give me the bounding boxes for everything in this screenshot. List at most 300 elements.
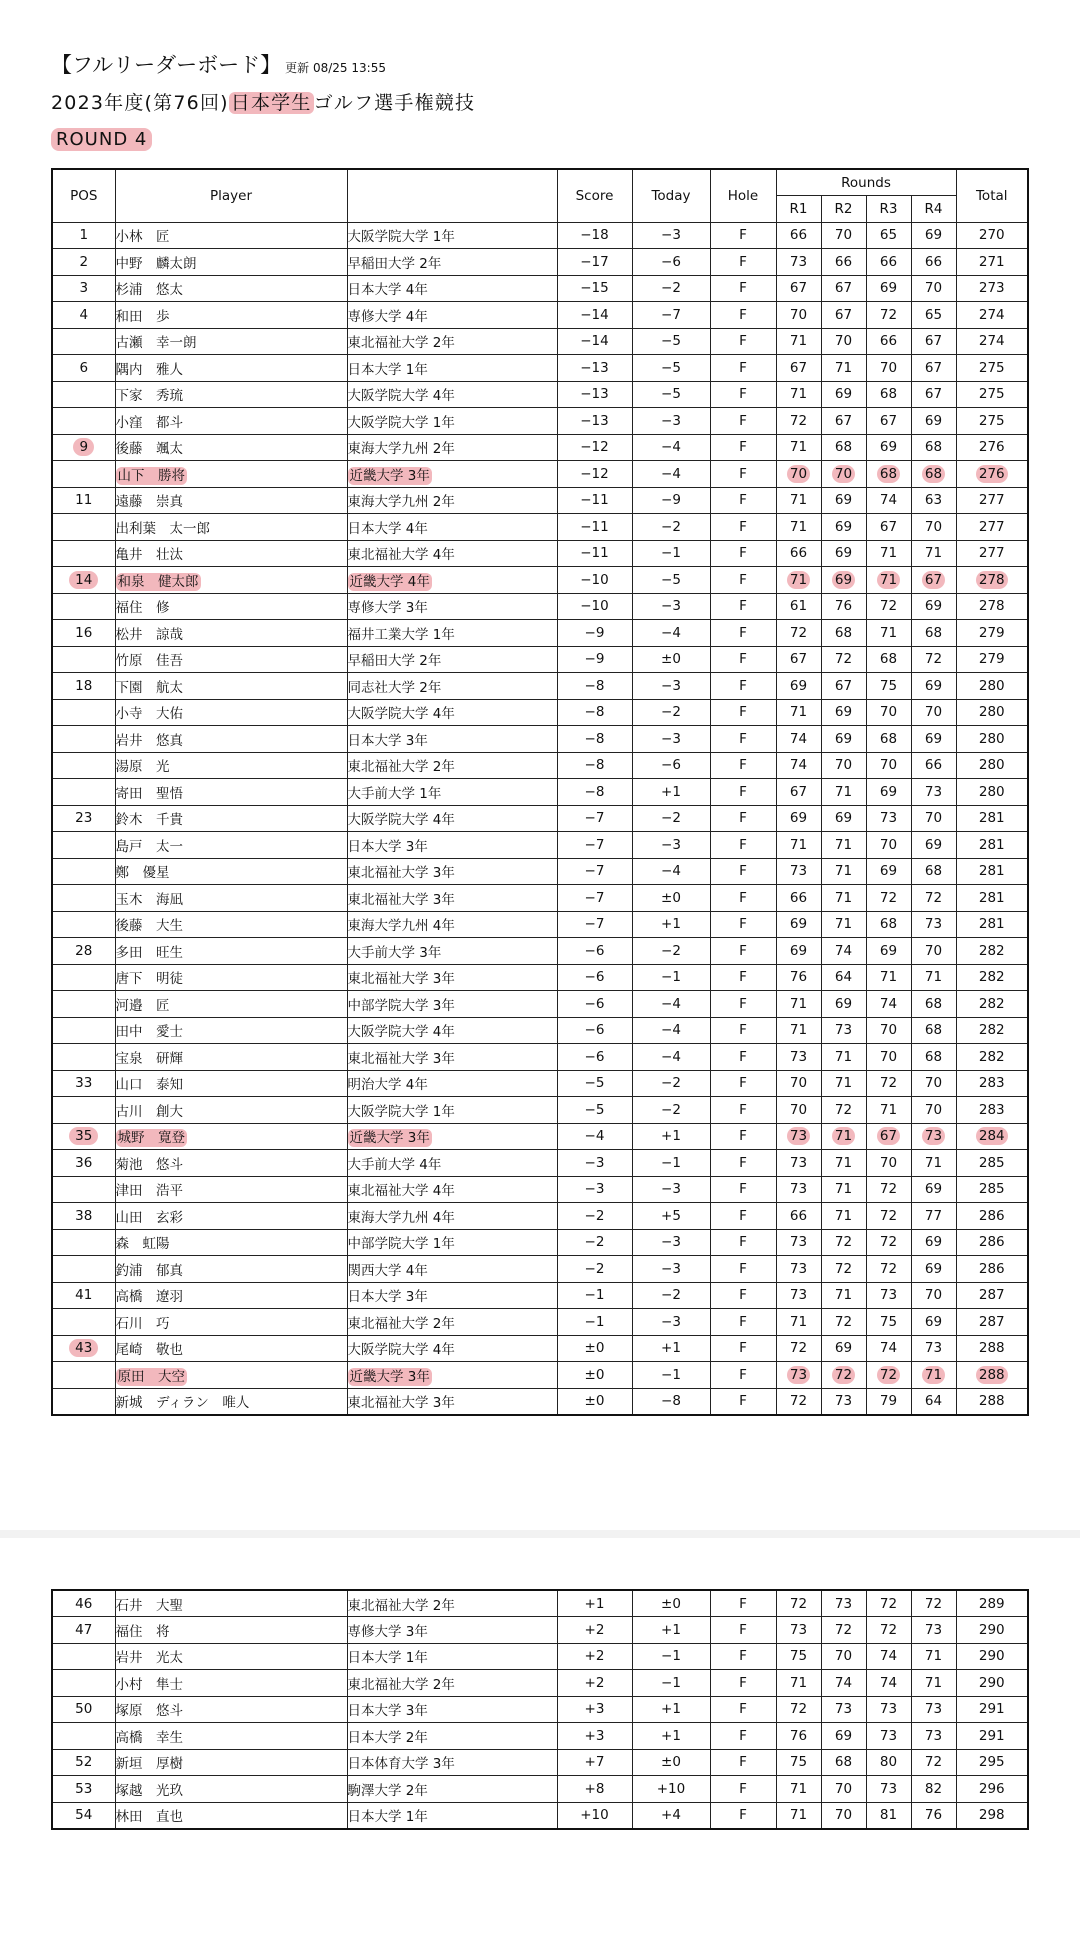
hole-text: F xyxy=(739,1393,747,1409)
hole-text: F xyxy=(739,227,747,244)
pos-cell xyxy=(52,1617,115,1644)
r4-cell xyxy=(911,408,956,435)
r2-cell xyxy=(821,1256,866,1283)
total-cell xyxy=(956,1123,1028,1150)
r3-text: 71 xyxy=(879,624,898,641)
total-text: 280 xyxy=(978,730,1005,747)
score-text: −4 xyxy=(584,1128,605,1145)
r4-text: 68 xyxy=(924,995,943,1012)
pos-text: 16 xyxy=(75,624,93,641)
player-name-cell xyxy=(115,514,347,541)
r2-text: 69 xyxy=(834,730,853,747)
r4-cell xyxy=(911,885,956,912)
r3-text: 74 xyxy=(879,1340,898,1357)
today-text: −4 xyxy=(661,995,681,1012)
table-row xyxy=(52,1097,1028,1124)
school-text: 日本大学 2年 xyxy=(347,1729,428,1746)
pos-cell xyxy=(52,1362,115,1389)
hole-text: F xyxy=(739,836,747,853)
r2-cell xyxy=(821,1776,866,1803)
r4-cell xyxy=(911,1044,956,1071)
hole-text: F xyxy=(739,1154,747,1171)
r1-cell xyxy=(776,275,821,302)
player-name-cell xyxy=(115,328,347,355)
r2-text: 69 xyxy=(834,1340,853,1357)
r1-text: 74 xyxy=(789,757,808,774)
table-row xyxy=(52,1590,1028,1617)
table-body xyxy=(52,222,1028,1415)
score-text: −12 xyxy=(580,465,609,482)
score-text: −6 xyxy=(584,942,605,959)
total-text: 286 xyxy=(978,1207,1005,1224)
school-text: 専修大学 3年 xyxy=(347,600,428,617)
r1-text: 72 xyxy=(789,624,808,641)
pos-cell xyxy=(52,1176,115,1203)
total-text: 278 xyxy=(976,571,1008,589)
hole-cell xyxy=(710,858,776,885)
total-cell xyxy=(956,911,1028,938)
r3-text: 72 xyxy=(879,1075,898,1092)
hole-text: F xyxy=(739,1075,747,1092)
pos-text: 28 xyxy=(75,942,93,959)
r2-text: 71 xyxy=(834,359,853,376)
total-text: 290 xyxy=(978,1648,1005,1665)
today-cell xyxy=(632,1097,710,1124)
school-text: 東北福祉大学 4年 xyxy=(347,547,455,564)
score-text: −1 xyxy=(584,1287,605,1304)
col-header-r2: R2 xyxy=(821,196,866,223)
hole-cell xyxy=(710,540,776,567)
total-text: 282 xyxy=(978,995,1005,1012)
r1-text: 71 xyxy=(789,836,808,853)
r1-text: 66 xyxy=(789,1207,808,1224)
player-name-cell xyxy=(115,620,347,647)
r4-text: 77 xyxy=(924,1207,943,1224)
r2-cell xyxy=(821,434,866,461)
pos-cell xyxy=(52,646,115,673)
score-cell xyxy=(557,1335,632,1362)
r2-cell xyxy=(821,779,866,806)
r3-text: 70 xyxy=(879,1154,898,1171)
r2-text: 71 xyxy=(834,1154,853,1171)
hole-text: F xyxy=(739,1780,747,1797)
r4-text: 67 xyxy=(924,359,943,376)
r2-cell xyxy=(821,408,866,435)
score-cell xyxy=(557,964,632,991)
r1-text: 71 xyxy=(789,1780,808,1797)
table-row xyxy=(52,434,1028,461)
today-text: +10 xyxy=(656,1780,686,1797)
r1-cell xyxy=(776,461,821,488)
school-cell xyxy=(347,1749,557,1776)
school-text: 日本大学 1年 xyxy=(347,361,428,378)
r3-cell xyxy=(866,302,911,329)
school-cell xyxy=(347,1723,557,1750)
player-name-text: 高橋 遼羽 xyxy=(115,1289,183,1306)
page-break xyxy=(0,1530,1080,1538)
today-text: −5 xyxy=(661,386,681,403)
school-cell xyxy=(347,381,557,408)
today-text: −7 xyxy=(661,306,681,323)
r2-cell xyxy=(821,1229,866,1256)
table-row xyxy=(52,1749,1028,1776)
r1-cell xyxy=(776,1176,821,1203)
player-name-cell xyxy=(115,222,347,249)
total-text: 278 xyxy=(978,598,1005,615)
total-cell xyxy=(956,1070,1028,1097)
r3-cell xyxy=(866,964,911,991)
pos-text: 52 xyxy=(75,1754,93,1771)
school-text: 専修大学 3年 xyxy=(347,1623,428,1640)
player-name-text: 岩井 悠真 xyxy=(115,732,183,749)
score-text: −10 xyxy=(580,571,609,588)
r1-cell xyxy=(776,1643,821,1670)
today-text: −3 xyxy=(661,227,681,244)
player-name-cell xyxy=(115,805,347,832)
player-name-text: 福住 修 xyxy=(115,600,170,617)
total-text: 270 xyxy=(978,227,1005,244)
player-name-cell xyxy=(115,1123,347,1150)
r2-cell xyxy=(821,858,866,885)
r2-text: 74 xyxy=(834,942,853,959)
score-text: −6 xyxy=(584,969,605,986)
r1-cell xyxy=(776,1335,821,1362)
r4-cell xyxy=(911,1123,956,1150)
hole-cell xyxy=(710,434,776,461)
player-name-cell xyxy=(115,938,347,965)
table-row xyxy=(52,1643,1028,1670)
today-cell xyxy=(632,540,710,567)
r2-cell xyxy=(821,752,866,779)
r1-text: 73 xyxy=(789,1260,808,1277)
player-name-cell xyxy=(115,964,347,991)
r1-text: 75 xyxy=(789,1648,808,1665)
player-name-text: 唐下 明徒 xyxy=(115,971,183,988)
table-row xyxy=(52,1256,1028,1283)
r2-cell xyxy=(821,620,866,647)
page-title: 【フルリーダーボード】 xyxy=(51,53,282,77)
score-cell xyxy=(557,805,632,832)
total-text: 281 xyxy=(978,836,1005,853)
r1-cell xyxy=(776,1229,821,1256)
today-text: −1 xyxy=(661,545,681,562)
today-cell xyxy=(632,1044,710,1071)
r4-text: 70 xyxy=(924,1287,943,1304)
school-cell xyxy=(347,699,557,726)
r2-cell xyxy=(821,1150,866,1177)
table-row xyxy=(52,752,1028,779)
score-text: −8 xyxy=(584,730,605,747)
r1-cell xyxy=(776,726,821,753)
total-cell xyxy=(956,593,1028,620)
r2-cell xyxy=(821,1123,866,1150)
school-text: 大阪学院大学 4年 xyxy=(347,1342,455,1359)
r4-text: 69 xyxy=(924,412,943,429)
school-text: 日本大学 3年 xyxy=(347,732,428,749)
player-name-text: 中野 麟太朗 xyxy=(115,255,197,272)
player-name-text: 和田 歩 xyxy=(115,308,170,325)
r3-cell xyxy=(866,858,911,885)
score-cell xyxy=(557,355,632,382)
score-text: −2 xyxy=(584,1260,605,1277)
updated-timestamp: 更新 08/25 13:55 xyxy=(285,61,386,75)
r1-cell xyxy=(776,1617,821,1644)
score-text: −7 xyxy=(584,836,605,853)
r2-cell xyxy=(821,646,866,673)
hole-text: F xyxy=(739,412,747,429)
r3-text: 72 xyxy=(877,1366,900,1384)
school-text: 東北福祉大学 2年 xyxy=(347,1315,455,1332)
r4-text: 69 xyxy=(924,1260,943,1277)
r1-text: 71 xyxy=(787,571,810,589)
score-cell xyxy=(557,1070,632,1097)
r4-text: 68 xyxy=(924,1022,943,1039)
pos-cell xyxy=(52,752,115,779)
total-cell xyxy=(956,1044,1028,1071)
r1-text: 73 xyxy=(789,1234,808,1251)
score-cell xyxy=(557,779,632,806)
player-name-cell xyxy=(115,1150,347,1177)
r2-cell xyxy=(821,1335,866,1362)
hole-cell xyxy=(710,275,776,302)
school-cell xyxy=(347,1590,557,1617)
player-name-cell xyxy=(115,1070,347,1097)
today-cell xyxy=(632,593,710,620)
hole-text: F xyxy=(739,1022,747,1039)
score-text: +3 xyxy=(584,1701,605,1718)
today-text: ±0 xyxy=(661,651,681,668)
score-cell xyxy=(557,832,632,859)
col-header-player: Player xyxy=(115,169,347,222)
player-name-text: 塚越 光玖 xyxy=(115,1782,183,1799)
score-cell xyxy=(557,646,632,673)
r4-text: 69 xyxy=(924,1234,943,1251)
r3-cell xyxy=(866,1282,911,1309)
r2-cell xyxy=(821,1670,866,1697)
table-row xyxy=(52,1723,1028,1750)
table-row xyxy=(52,1388,1028,1415)
r1-text: 61 xyxy=(789,598,808,615)
school-text: 専修大学 4年 xyxy=(347,308,428,325)
r3-cell xyxy=(866,1309,911,1336)
today-cell xyxy=(632,1176,710,1203)
hole-cell xyxy=(710,514,776,541)
r4-text: 73 xyxy=(924,1727,943,1744)
player-name-cell xyxy=(115,275,347,302)
pos-text: 2 xyxy=(79,253,89,270)
total-cell xyxy=(956,938,1028,965)
pos-cell xyxy=(52,1590,115,1617)
r3-cell xyxy=(866,1388,911,1415)
total-cell xyxy=(956,302,1028,329)
score-cell xyxy=(557,1097,632,1124)
r3-text: 72 xyxy=(879,889,898,906)
player-name-text: 岩井 光太 xyxy=(115,1650,183,1667)
hole-cell xyxy=(710,779,776,806)
today-text: −2 xyxy=(661,704,681,721)
today-cell xyxy=(632,779,710,806)
table-row xyxy=(52,514,1028,541)
school-cell xyxy=(347,1229,557,1256)
score-text: −2 xyxy=(584,1207,605,1224)
player-name-cell xyxy=(115,1696,347,1723)
r4-cell xyxy=(911,1335,956,1362)
player-name-text: 多田 旺生 xyxy=(115,944,183,961)
pos-cell xyxy=(52,779,115,806)
r3-cell xyxy=(866,726,911,753)
total-text: 287 xyxy=(978,1287,1005,1304)
score-text: −13 xyxy=(580,386,609,403)
player-name-text: 山下 勝将 xyxy=(117,467,185,484)
r4-text: 71 xyxy=(924,1648,943,1665)
total-cell xyxy=(956,1203,1028,1230)
r4-text: 73 xyxy=(924,1340,943,1357)
table-row xyxy=(52,540,1028,567)
player-name-text: 山口 泰知 xyxy=(115,1077,183,1094)
r3-text: 70 xyxy=(879,757,898,774)
pos-cell xyxy=(52,249,115,276)
today-text: −2 xyxy=(661,280,681,297)
hole-cell xyxy=(710,461,776,488)
r4-cell xyxy=(911,1282,956,1309)
score-cell xyxy=(557,302,632,329)
school-text: 東北福祉大学 2年 xyxy=(347,759,455,776)
r2-cell xyxy=(821,1696,866,1723)
table-row xyxy=(52,1229,1028,1256)
hole-text: F xyxy=(739,1128,747,1145)
player-name-cell xyxy=(115,249,347,276)
hole-cell xyxy=(710,1696,776,1723)
today-text: −5 xyxy=(661,571,681,588)
total-cell xyxy=(956,222,1028,249)
r4-cell xyxy=(911,1723,956,1750)
pos-text: 54 xyxy=(75,1807,93,1823)
r1-cell xyxy=(776,1203,821,1230)
score-cell xyxy=(557,249,632,276)
total-cell xyxy=(956,1335,1028,1362)
r4-text: 68 xyxy=(924,439,943,456)
pos-cell xyxy=(52,1670,115,1697)
r4-cell xyxy=(911,726,956,753)
total-cell xyxy=(956,1590,1028,1617)
page-title-line xyxy=(51,50,475,80)
score-cell xyxy=(557,1256,632,1283)
total-cell xyxy=(956,1309,1028,1336)
r4-text: 72 xyxy=(924,1595,943,1612)
pos-cell xyxy=(52,1802,115,1829)
r2-text: 68 xyxy=(834,439,853,456)
total-text: 282 xyxy=(978,1048,1005,1065)
player-name-cell xyxy=(115,593,347,620)
pos-cell xyxy=(52,726,115,753)
r3-cell xyxy=(866,1335,911,1362)
r4-cell xyxy=(911,1203,956,1230)
r4-text: 70 xyxy=(924,1101,943,1118)
total-cell xyxy=(956,1362,1028,1389)
total-text: 290 xyxy=(978,1621,1005,1638)
r3-cell xyxy=(866,381,911,408)
r2-text: 70 xyxy=(832,465,855,483)
score-cell xyxy=(557,1229,632,1256)
today-text: −4 xyxy=(661,1048,681,1065)
table-row xyxy=(52,1150,1028,1177)
school-text: 日本大学 3年 xyxy=(347,838,428,855)
pos-cell xyxy=(52,222,115,249)
r1-text: 73 xyxy=(789,1621,808,1638)
table-row xyxy=(52,1070,1028,1097)
hole-text: F xyxy=(739,704,747,721)
pos-cell xyxy=(52,487,115,514)
today-cell xyxy=(632,938,710,965)
r4-cell xyxy=(911,593,956,620)
player-name-cell xyxy=(115,1097,347,1124)
table-row xyxy=(52,832,1028,859)
r1-text: 71 xyxy=(789,1313,808,1330)
r3-cell xyxy=(866,646,911,673)
score-cell xyxy=(557,1723,632,1750)
pos-cell xyxy=(52,858,115,885)
r2-text: 71 xyxy=(834,889,853,906)
r2-text: 71 xyxy=(834,1207,853,1224)
r4-cell xyxy=(911,938,956,965)
table-row xyxy=(52,1203,1028,1230)
r2-cell xyxy=(821,593,866,620)
r3-text: 71 xyxy=(877,571,900,589)
hole-cell xyxy=(710,1802,776,1829)
hole-text: F xyxy=(739,439,747,456)
r3-text: 74 xyxy=(879,1648,898,1665)
score-text: −17 xyxy=(580,253,609,270)
pos-cell xyxy=(52,805,115,832)
r2-text: 70 xyxy=(834,227,853,244)
score-cell xyxy=(557,911,632,938)
hole-cell xyxy=(710,1723,776,1750)
today-cell xyxy=(632,673,710,700)
today-text: −5 xyxy=(661,333,681,350)
score-text: −8 xyxy=(584,704,605,721)
hole-text: F xyxy=(739,333,747,350)
r4-cell xyxy=(911,487,956,514)
school-cell xyxy=(347,991,557,1018)
r4-text: 69 xyxy=(924,836,943,853)
today-text: −2 xyxy=(661,518,681,535)
player-name-cell xyxy=(115,1044,347,1071)
r2-text: 67 xyxy=(834,412,853,429)
player-name-text: 高橋 幸生 xyxy=(115,1729,183,1746)
pos-cell xyxy=(52,1776,115,1803)
pos-cell xyxy=(52,567,115,594)
col-header-r4: R4 xyxy=(911,196,956,223)
r1-cell xyxy=(776,593,821,620)
hole-cell xyxy=(710,1176,776,1203)
total-text: 285 xyxy=(978,1181,1005,1198)
r4-text: 68 xyxy=(924,624,943,641)
player-name-text: 福住 将 xyxy=(115,1623,170,1640)
r3-text: 70 xyxy=(879,1048,898,1065)
today-cell xyxy=(632,1309,710,1336)
player-name-text: 隅内 雅人 xyxy=(115,361,183,378)
r3-cell xyxy=(866,1643,911,1670)
r4-text: 69 xyxy=(924,677,943,694)
hole-cell xyxy=(710,911,776,938)
player-name-cell xyxy=(115,1388,347,1415)
hole-text: F xyxy=(739,465,747,482)
score-text: −1 xyxy=(584,1313,605,1330)
r4-text: 71 xyxy=(924,969,943,986)
r3-cell xyxy=(866,1670,911,1697)
school-text: 明治大学 4年 xyxy=(347,1077,428,1094)
r1-text: 69 xyxy=(789,677,808,694)
